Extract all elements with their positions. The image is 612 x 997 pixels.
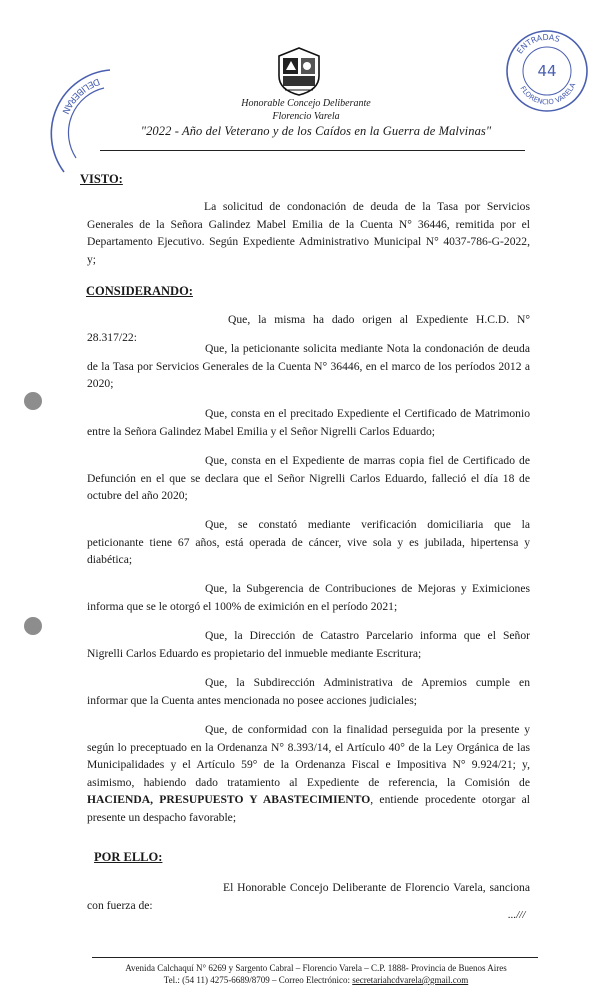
- visto-paragraph: La solicitud de condonación de deuda de la Tasa por Servicios Generales de la Señora Galindez Mabel Emilia de la Cuenta N° 36446, remitida por el Departamento Ejecutivo. Según Expediente Administrativo Municipal N° 4037-786-G-2022, y;: [87, 200, 530, 266]
- footer-divider: [92, 957, 538, 958]
- header-motto: "2022 - Año del Veterano y de los Caídos en la Guerra de Malvinas": [140, 124, 492, 138]
- final-paragraph-text: Que, de conformidad con la finalidad perseguida por la presente y según lo preceptuado en la Ordenanza N° 8.393/14, el Artículo 40° de la Ley Orgánica de las Municipalidades y el Artículo 59° de la Ordenanza Fiscal e Impositiva N° 9.924/21; y, asimismo, habiendo dado tratamiento al Expediente de referencia, la Comisión de: [87, 723, 530, 789]
- footer-phone: Tel.: (54 11) 4275-6689/8709 – Correo Electrónico:: [163, 975, 353, 985]
- footer-email-link[interactable]: secretariahcdvarela@gmail.com: [352, 975, 469, 985]
- considerando-paragraph: Que, la misma ha dado origen al Expediente H.C.D. N° 28.317/22:: [87, 313, 530, 344]
- punch-hole: [24, 617, 42, 635]
- por-ello-paragraph: El Honorable Concejo Deliberante de Florencio Varela, sanciona con fuerza de:: [87, 881, 530, 912]
- punch-hole: [24, 392, 42, 410]
- stamp-number: 44: [537, 62, 557, 80]
- svg-text:ENTRADAS: ENTRADAS: [515, 32, 561, 56]
- header-divider: [100, 150, 525, 151]
- considerando-final-paragraph: [87, 721, 530, 826]
- considerando-paragraph: Que, consta en el precitado Expediente el Certificado de Matrimonio entre la Señora Galindez Mabel Emilia y el Señor Nigrelli Carlos Eduardo;: [87, 407, 530, 438]
- considerando-paragraph: Que, se constató mediante verificación domiciliaria que la peticionante tiene 67 años, está operada de cáncer, vive sola y es jubilada, hipertensa y diabética;: [87, 518, 530, 566]
- considerando-heading: CONSIDERANDO:: [86, 284, 193, 298]
- footer-address: Avenida Calchaquí N° 6269 y Sargento Cabral – Florencio Varela – C.P. 1888- Provincia de Buenos Aires: [125, 963, 507, 973]
- considerando-paragraph: Que, la Subgerencia de Contribuciones de Mejoras y Eximiciones informa que se le otorgó el 100% de eximición en el período 2021;: [87, 582, 530, 613]
- considerando-paragraph: Que, la Subdirección Administrativa de Apremios cumple en informar que la Cuenta antes mencionada no posee acciones judiciales;: [87, 676, 530, 707]
- por-ello-heading: POR ELLO:: [94, 850, 163, 864]
- final-paragraph-end: , entiende procedente otorgar al presente un despacho favorable;: [87, 793, 530, 824]
- considerando-paragraph: Que, la peticionante solicita mediante Nota la condonación de deuda de la Tasa por Servicios Generales de la Cuenta N° 36446, en el marco de los períodos 2012 a 2020;: [87, 342, 530, 390]
- entry-stamp: [500, 24, 594, 118]
- svg-text:DELIBERAN: DELIBERAN: [59, 75, 101, 116]
- header-institution: Honorable Concejo Deliberante: [241, 98, 371, 109]
- commission-name: HACIENDA, PRESUPUESTO Y ABASTECIMIENTO: [87, 793, 371, 806]
- municipal-crest-logo: [276, 46, 322, 96]
- left-stamp: [40, 66, 120, 176]
- svg-text:FLORENCIO VARELA: FLORENCIO VARELA: [518, 81, 578, 107]
- considerando-paragraph: Que, la Dirección de Catastro Parcelario informa que el Señor Nigrelli Carlos Eduardo es propietario del inmueble mediante Escritura;: [87, 629, 530, 660]
- considerando-paragraph: Que, consta en el Expediente de marras copia fiel de Certificado de Defunción en el que se declara que el Señor Nigrelli Carlos Eduardo, falleció el día 18 de octubre del año 2020;: [87, 454, 530, 502]
- continuation-mark: ...///: [508, 909, 526, 921]
- visto-heading: VISTO:: [80, 172, 123, 186]
- footer-contact: [0, 975, 612, 985]
- header-city: Florencio Varela: [272, 111, 340, 122]
